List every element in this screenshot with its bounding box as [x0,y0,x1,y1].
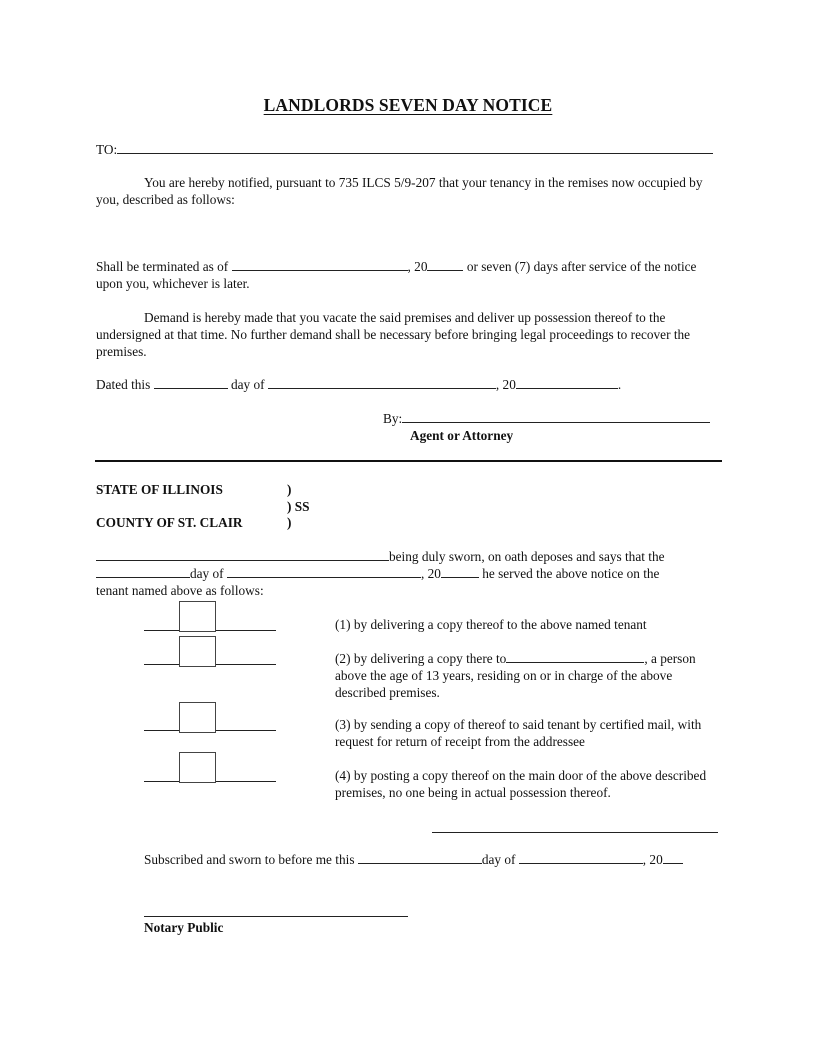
venue-paren-3: ) [287,515,292,530]
jurat-month-field[interactable] [519,851,643,864]
jurat-prefix: Subscribed and sworn to before me this [144,852,355,867]
affiant-name-field[interactable] [96,548,389,561]
affidavit-line-1 [96,548,665,565]
termination-year-prefix: , 20 [407,259,428,274]
affidavit-line-3: tenant named above as follows: [96,583,264,598]
option-1-label: (1) by delivering a copy thereof to the above named tenant [335,617,647,632]
service-year-field[interactable] [441,565,479,578]
jurat-line [144,851,683,868]
notary-signature-field[interactable] [144,916,408,917]
termination-suffix: or seven (7) days after service of the notice upon you, whichever is later. [96,259,697,291]
affidavit-line-2 [96,565,659,582]
option-1-checkbox[interactable] [179,601,216,632]
notice-paragraph: You are hereby notified, pursuant to 735 ILCS 5/9-207 that your tenancy in the remises now occupied by you, described as follows: [96,175,703,207]
dated-month-field[interactable] [268,376,496,389]
agent-caption: Agent or Attorney [410,428,514,443]
jurat-day-field[interactable] [358,851,482,864]
dated-day-field[interactable] [154,376,228,389]
by-label: By: [383,411,403,426]
termination-date-field[interactable] [232,258,408,271]
termination-prefix: Shall be terminated as of [96,259,229,274]
section-divider [95,460,722,462]
option-3-label: (3) by sending a copy of thereof to said tenant by certified mail, with request for return of receipt from the addressee [335,717,702,749]
affidavit-day-of: day of [190,566,224,581]
to-field[interactable] [117,141,713,154]
venue-paren-1: ) [287,482,292,497]
to-line [96,141,713,158]
notary-caption: Notary Public [144,920,224,935]
option-2-prefix: (2) by delivering a copy there to [335,651,507,666]
dated-line [96,376,621,393]
affidavit-year-prefix: , 20 [420,566,441,581]
service-day-field[interactable] [96,565,190,578]
option-2-suffix: , a person above the age of 13 years, residing on or in charge of the above described premises. [335,651,696,700]
option-4-checkbox[interactable] [179,752,216,783]
termination-paragraph [96,258,722,292]
option-2-label [335,650,725,701]
agent-signature-field[interactable] [402,410,710,423]
option-3-checkbox[interactable] [179,702,216,733]
dated-year-prefix: , 20 [495,377,516,392]
by-line [383,410,710,427]
venue-state: STATE OF ILLINOIS [96,482,223,497]
option-4-label: (4) by posting a copy thereof on the main door of the above described premises, no one being in actual possession thereof. [335,768,707,800]
dated-period: . [617,377,622,392]
dated-prefix: Dated this [96,377,151,392]
option-2-checkbox[interactable] [179,636,216,667]
dated-year-field[interactable] [516,376,618,389]
jurat-day-of: day of [481,852,516,867]
jurat-year-prefix: , 20 [642,852,663,867]
affidavit-line1-text: being duly sworn, on oath deposes and says that the [389,549,665,564]
jurat-year-field[interactable] [663,851,683,864]
option-2-person-field[interactable] [506,650,644,663]
affidavit-line2-suffix: he served the above notice on the [482,566,660,581]
demand-paragraph: Demand is hereby made that you vacate the said premises and deliver up possession thereof to the undersigned at that time. No further demand shall be necessary before bringing legal proceedings to recover the premises. [96,310,691,359]
service-month-field[interactable] [227,565,421,578]
venue-ss: ) SS [287,499,310,514]
dated-day-of: day of [230,377,265,392]
termination-year-field[interactable] [427,258,463,271]
affiant-signature-field[interactable] [432,832,718,833]
document-title: LANDLORDS SEVEN DAY NOTICE [263,95,553,115]
to-label: TO: [96,142,118,157]
venue-county: COUNTY OF ST. CLAIR [96,515,243,530]
